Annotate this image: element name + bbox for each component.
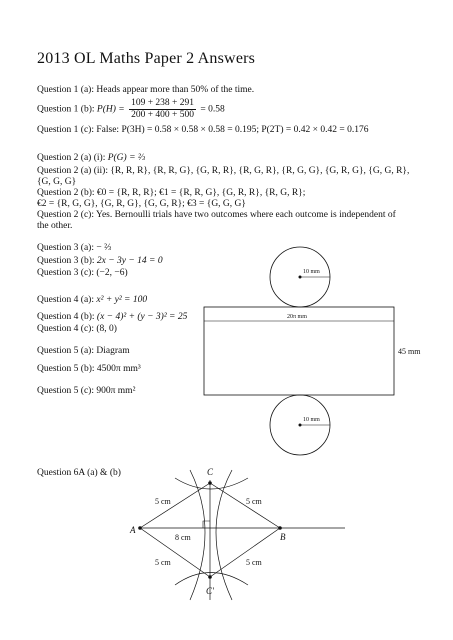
- bc-length-label: 5 cm: [246, 497, 262, 506]
- left-arc: [190, 470, 205, 600]
- height-label: 45 mm: [398, 347, 421, 356]
- q5a-label: Question 5 (a):: [37, 346, 94, 356]
- q2c-label: Question 2 (c):: [37, 210, 94, 220]
- point-b-dot: [278, 526, 282, 530]
- rect-width-label: 20π mm: [287, 314, 307, 320]
- q4c-label: Question 4 (c):: [37, 324, 94, 334]
- point-b-label: B: [280, 532, 286, 542]
- q3c-label: Question 3 (c):: [37, 268, 94, 278]
- edge-c2b: [210, 528, 280, 577]
- q3b-label: Question 3 (b):: [37, 256, 95, 266]
- ac-length-label: 5 cm: [155, 497, 171, 506]
- right-arc: [216, 470, 232, 600]
- edge-cb: [210, 483, 280, 528]
- bc2-length-label: 5 cm: [246, 558, 262, 567]
- q3c-answer: (−2, −6): [96, 268, 128, 278]
- q2c-answer: Yes. Bernoulli trials have two outcomes where each outcome is independent of the other.: [37, 210, 396, 231]
- q5c-label: Question 5 (c):: [37, 386, 94, 396]
- point-c-prime-label: C': [206, 586, 214, 596]
- q6-label: Question 6A (a) & (b): [37, 468, 121, 478]
- ac2-length-label: 5 cm: [155, 558, 171, 567]
- top-radius-label: 10 mm: [303, 269, 320, 275]
- q5c-answer: 900π mm²: [96, 386, 136, 396]
- q2aii-answer-cont: {G, G, G}: [37, 177, 77, 187]
- point-c-dot: [208, 481, 212, 485]
- point-c-prime-dot: [208, 575, 212, 579]
- q4b-label: Question 4 (b):: [37, 312, 95, 322]
- q3a-answer: − ⅔: [96, 243, 112, 253]
- q1b-rhs: = 0.58: [200, 104, 225, 115]
- q2aii-label: Question 2 (a) (ii):: [37, 166, 108, 176]
- q2ai-label: Question 2 (a) (i):: [37, 153, 106, 163]
- q2ai-answer: P(G) = ⅔: [107, 153, 145, 163]
- page-title-text: 2013 OL Maths Paper 2 Answers: [37, 50, 256, 67]
- point-a-dot: [138, 526, 142, 530]
- q1b-lhs: P(H) =: [96, 104, 125, 115]
- q4a-label: Question 4 (a):: [37, 295, 94, 305]
- q3a-label: Question 3 (a):: [37, 243, 94, 253]
- bottom-radius-label: 10 mm: [303, 417, 320, 423]
- q1b-denominator: 200 + 400 + 500: [131, 110, 195, 120]
- q1b-label: Question 1 (b):: [37, 104, 95, 115]
- q4b-answer: (x − 4)² + (y − 3)² = 25: [96, 312, 188, 322]
- q1a-answer: Heads appear more than 50% of the time.: [96, 85, 255, 95]
- point-a-label: A: [130, 525, 136, 535]
- right-angle-marker: [203, 521, 210, 528]
- q1b-numerator: 109 + 238 + 291: [131, 98, 195, 108]
- q5b-label: Question 5 (b):: [37, 364, 95, 374]
- q1a-label: Question 1 (a):: [37, 85, 94, 95]
- q2b-answer: €0 = {R, R, R}; €1 = {R, R, G}, {G, R, R}, {R, G, R};: [96, 188, 306, 198]
- q3b-answer: 2x − 3y − 14 = 0: [96, 256, 163, 266]
- q2b-label: Question 2 (b):: [37, 188, 95, 198]
- q2aii-answer: {R, R, R}, {R, R, G}, {G, R, R}, {R, G, R}, {R, G, G}, {G, R, G}, {G, G, R},: [110, 166, 410, 176]
- ab-length-label: 8 cm: [175, 533, 191, 542]
- q5a-answer: Diagram: [96, 346, 130, 356]
- point-c-label: C: [207, 467, 214, 477]
- q4c-answer: (8, 0): [96, 324, 117, 334]
- edge-ac: [140, 483, 210, 528]
- q1c-answer: False: P(3H) = 0.58 × 0.58 × 0.58 = 0.195; P(2T) = 0.42 × 0.42 = 0.176: [96, 125, 369, 135]
- q4a-answer: x² + y² = 100: [96, 295, 148, 305]
- q5b-answer: 4500π mm³: [96, 364, 141, 374]
- lower-arc: [175, 573, 248, 586]
- q1c-label: Question 1 (c):: [37, 125, 94, 135]
- q2b-answer-cont: €2 = {R, G, G}, {G, R, G}, {G, G, R}; €3 = {G, G, G}: [37, 199, 246, 209]
